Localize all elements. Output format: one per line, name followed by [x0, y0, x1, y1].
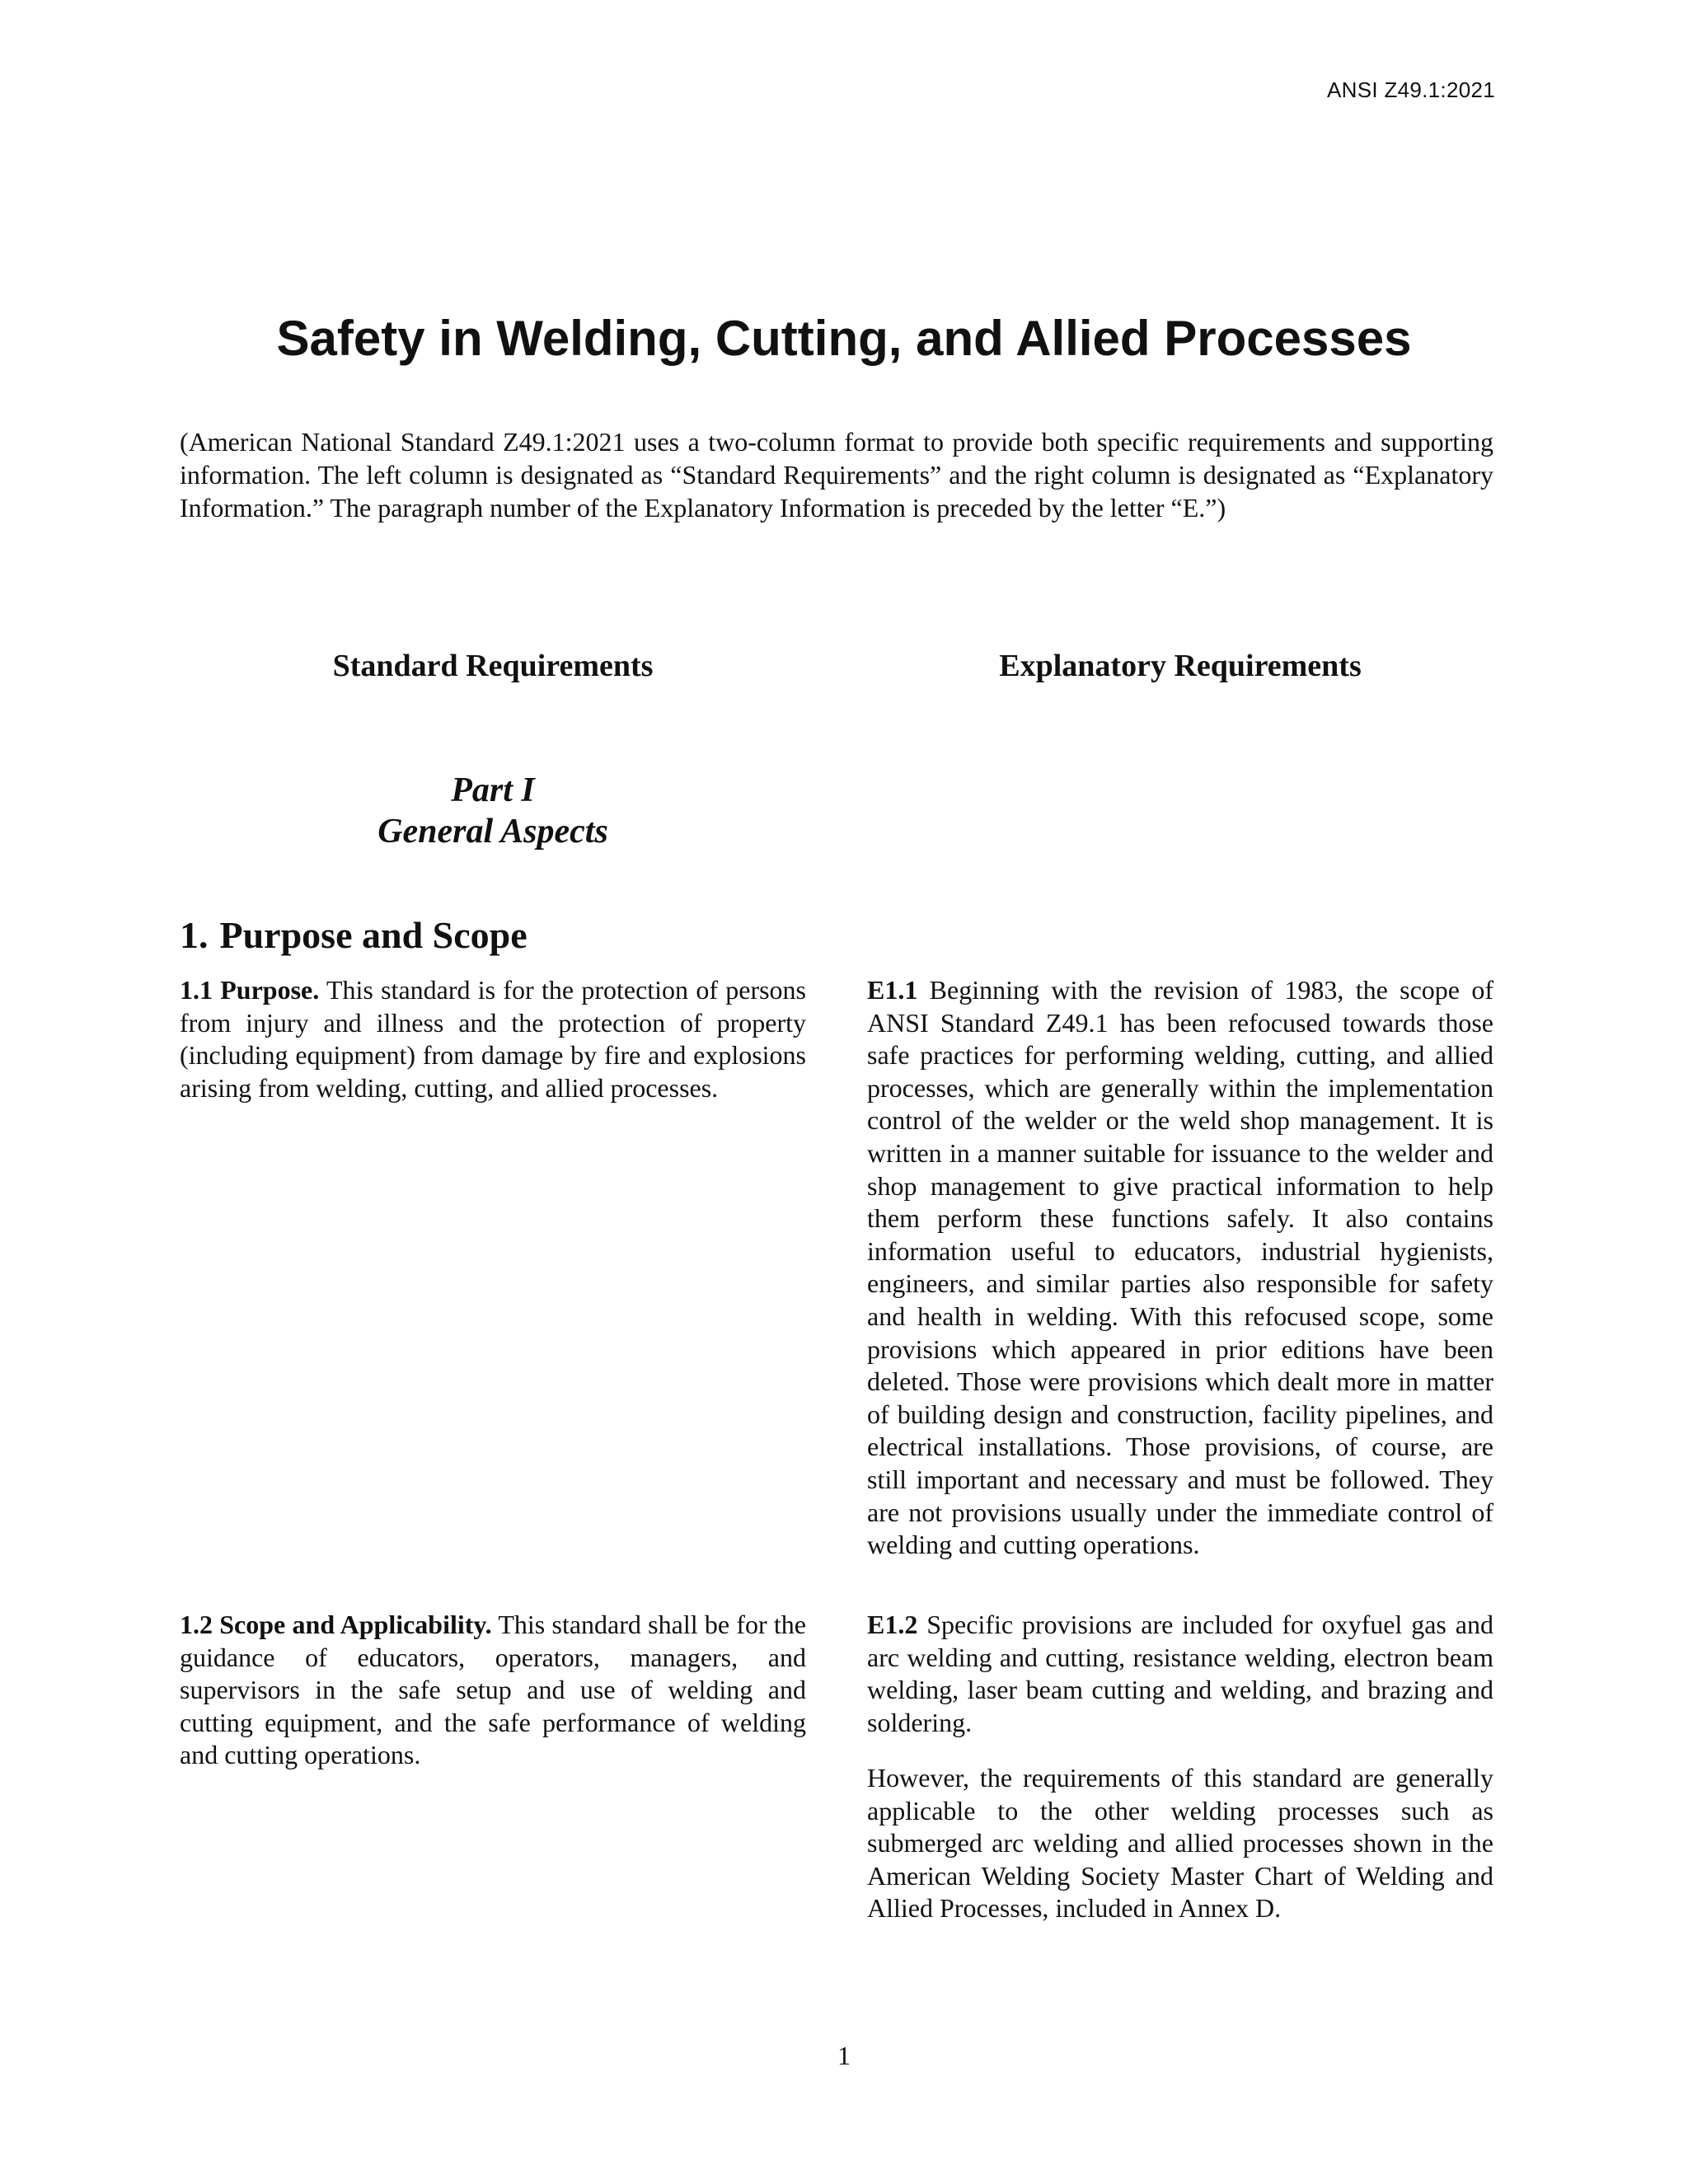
page-title: Safety in Welding, Cutting, and Allied Processes	[276, 311, 1412, 366]
paragraph-1-1-lead: 1.1 Purpose.	[180, 975, 320, 1005]
section-heading	[180, 913, 528, 957]
paragraph-e1-1-text: Beginning with the revision of 1983, the scope of ANSI Standard Z49.1 has been refocused towards those safe practices for performing welding, cutting, and allied processes, which are generally within the implementation control of the welder or the weld shop management. It is written in a manner suitable for issuance to the welder and shop management to give practical information to help them perform these functions safely. It also contains information useful to educators, industrial hygienists, engineers, and similar parties also responsible for safety and health in welding. With this refocused scope, some provisions which appeared in prior editions have been deleted. Those were provisions which dealt more in matter of building design and construction, facility pipelines, and electrical installations. Those provisions, of course, are still important and necessary and must be followed. They are not provisions usually under the immediate control of welding and cutting operations.	[867, 975, 1493, 1560]
section-number: 1.	[180, 914, 209, 956]
explanatory-requirements-heading: Explanatory Requirements	[999, 649, 1362, 683]
paragraph-1-1-text: This standard is for the protection of persons from injury and illness and the protection of property (including equipment) from damage by fire and explosions arising from welding, cutting, and allied processes.	[180, 975, 807, 1103]
paragraph-e1-2	[867, 1609, 1493, 1739]
paragraph-1-1	[180, 974, 806, 1104]
page-number: 1	[837, 2041, 851, 2070]
part-heading	[180, 770, 806, 852]
part-name: General Aspects	[377, 813, 608, 851]
intro-note: (American National Standard Z49.1:2021 uses a two-column format to provide both specific requirements and supporting information. The left column is designated as “Standard Requirements” and the right column is designated as “Explanatory Information.” The paragraph number of the Explanatory Information is preceded by the letter “E.”)	[180, 427, 1493, 523]
paragraph-e1-1-lead: E1.1	[867, 975, 918, 1005]
paragraph-e1-2-lead: E1.2	[867, 1610, 918, 1639]
running-head: ANSI Z49.1:2021	[1327, 77, 1495, 102]
paragraph-e1-2-continued: However, the requirements of this standard are generally applicable to the other welding processes such as submerged arc welding and allied processes shown in the American Welding Society Master Chart of Welding and Allied Processes, included in Annex D.	[867, 1763, 1493, 1924]
part-label: Part I	[451, 771, 535, 809]
section-title: Purpose and Scope	[219, 914, 528, 956]
standard-requirements-heading: Standard Requirements	[332, 649, 654, 683]
paragraph-e1-1	[867, 974, 1493, 1562]
paragraph-e1-2-text: Specific provisions are included for oxyfuel gas and arc welding and cutting, resistance welding, electron beam welding, laser beam cutting and welding, and brazing and soldering.	[867, 1610, 1493, 1737]
paragraph-1-2-text: This standard shall be for the guidance of educators, operators, managers, and supervisors in the safe setup and use of welding and cutting equipment, and the safe performance of welding and cutting operations.	[180, 1610, 807, 1770]
paragraph-1-2-lead: 1.2 Scope and Applicability.	[180, 1610, 492, 1639]
paragraph-1-2	[180, 1609, 806, 1772]
